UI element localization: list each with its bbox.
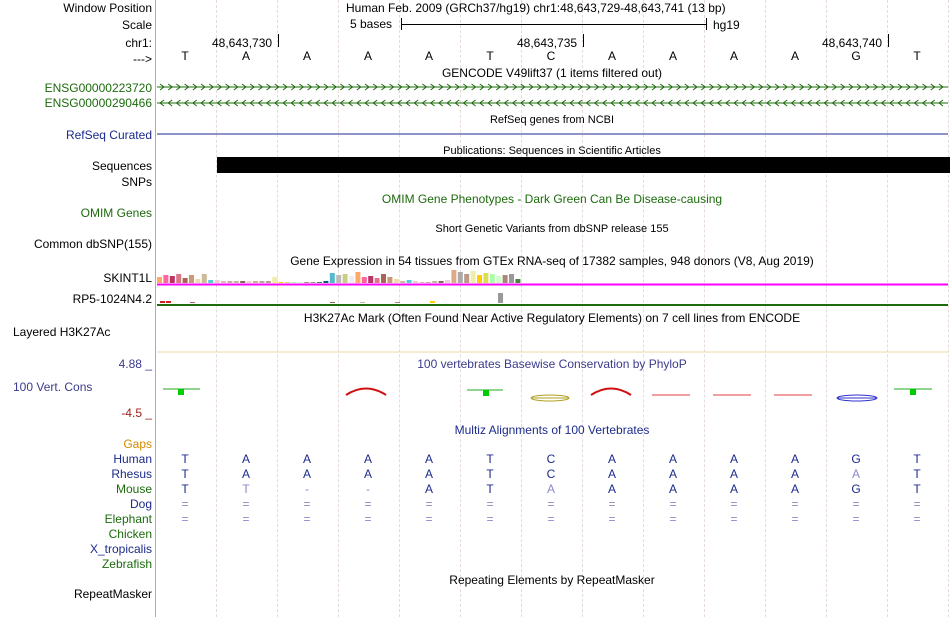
alignment-base: = bbox=[791, 497, 799, 511]
alignment-base: A bbox=[546, 482, 556, 496]
alignment-base: = bbox=[181, 497, 189, 511]
gtex-bar bbox=[266, 281, 271, 283]
scale-label: Scale bbox=[121, 18, 152, 32]
alignment-base: A bbox=[363, 452, 373, 466]
gencode-item-2[interactable]: ENSG00000290466 bbox=[44, 96, 152, 110]
gtex-bar bbox=[490, 274, 495, 283]
gtex-bar bbox=[336, 275, 341, 283]
species-label[interactable]: Zebrafish bbox=[101, 557, 152, 571]
base-letter: C bbox=[546, 49, 556, 63]
alignment-base: A bbox=[790, 452, 800, 466]
gtex-bar bbox=[279, 282, 284, 283]
base-letter: A bbox=[607, 49, 617, 63]
gtex-bar bbox=[464, 274, 469, 283]
multiz-gaps-label: Gaps bbox=[123, 437, 152, 451]
gtex-bar bbox=[360, 302, 365, 303]
gtex-bar bbox=[413, 281, 418, 283]
alignment-base: = bbox=[547, 512, 555, 526]
alignment-base: = bbox=[852, 497, 860, 511]
alignment-base: A bbox=[241, 452, 251, 466]
base-letter: A bbox=[241, 49, 251, 63]
alignment-base: = bbox=[669, 497, 677, 511]
gtex-bar bbox=[234, 281, 239, 283]
gtex-gene-1[interactable]: SKINT1L bbox=[103, 271, 152, 285]
alignment-base: = bbox=[608, 497, 616, 511]
gencode-title: GENCODE V49lift37 (1 items filtered out) bbox=[441, 66, 663, 80]
gtex-bar bbox=[368, 276, 373, 283]
alignment-base: = bbox=[425, 512, 433, 526]
phylop-ymin: -4.5 _ bbox=[121, 406, 152, 420]
refseq-title: RefSeq genes from NCBI bbox=[489, 114, 615, 126]
alignment-base: A bbox=[607, 467, 617, 481]
strand-label: ---> bbox=[133, 52, 152, 66]
alignment-base: A bbox=[607, 482, 617, 496]
gtex-bar bbox=[160, 301, 165, 303]
alignment-base: = bbox=[852, 512, 860, 526]
gtex-bar bbox=[496, 276, 501, 283]
gtex-bar bbox=[240, 281, 245, 283]
base-letter: A bbox=[302, 49, 312, 63]
gtex-bar bbox=[323, 281, 328, 283]
species-label[interactable]: Human bbox=[113, 452, 152, 466]
alignment-base: = bbox=[669, 512, 677, 526]
gtex-bar bbox=[195, 279, 200, 283]
gtex-bar bbox=[426, 282, 431, 283]
gtex-bar bbox=[163, 275, 168, 283]
gtex-title: Gene Expression in 54 tissues from GTEx RNA-seq of 17382 samples, 948 donors (V8, Aug 2019) bbox=[290, 254, 814, 268]
alignment-base: = bbox=[242, 512, 250, 526]
alignment-base: - bbox=[366, 482, 370, 496]
alignment-base: A bbox=[729, 482, 739, 496]
window-position-value: Human Feb. 2009 (GRCh37/hg19) chr1:48,643,729-48,643,741 (13 bp) bbox=[346, 1, 726, 15]
gtex-bar bbox=[395, 302, 400, 303]
omim-title: OMIM Gene Phenotypes - Dark Green Can Be Disease-causing bbox=[381, 192, 723, 206]
publications-title: Publications: Sequences in Scientific Articles bbox=[443, 145, 661, 157]
gtex-bar bbox=[349, 276, 354, 283]
gtex-bar bbox=[362, 277, 367, 283]
chrom-label: chr1: bbox=[125, 36, 152, 50]
alignment-base: G bbox=[851, 452, 861, 466]
alignment-base: = bbox=[913, 497, 921, 511]
alignment-base: = bbox=[791, 512, 799, 526]
gtex-bar bbox=[477, 275, 482, 283]
alignment-base: T bbox=[913, 482, 921, 496]
alignment-base: T bbox=[181, 467, 189, 481]
base-letter: T bbox=[486, 49, 494, 63]
gtex-bar bbox=[407, 280, 412, 283]
alignment-base: A bbox=[607, 452, 617, 466]
alignment-base: = bbox=[730, 512, 738, 526]
gtex-bar bbox=[445, 280, 450, 283]
alignment-base: = bbox=[913, 512, 921, 526]
base-letter: A bbox=[729, 49, 739, 63]
scale-assembly: hg19 bbox=[713, 18, 740, 32]
h3k27ac-label[interactable]: Layered H3K27Ac bbox=[13, 325, 111, 339]
gtex-bar bbox=[183, 278, 188, 283]
alignment-base: T bbox=[181, 482, 189, 496]
alignment-base: A bbox=[790, 482, 800, 496]
gtex-bar bbox=[176, 274, 181, 283]
species-label[interactable]: Rhesus bbox=[111, 467, 152, 481]
species-label[interactable]: Dog bbox=[129, 497, 152, 511]
gtex-bar bbox=[247, 281, 252, 283]
gtex-rp5-bars bbox=[160, 293, 503, 303]
gtex-bar bbox=[311, 282, 316, 283]
alignment-base: = bbox=[425, 497, 433, 511]
alignment-base: = bbox=[730, 497, 738, 511]
gtex-gene-2[interactable]: RP5-1024N4.2 bbox=[72, 292, 152, 306]
alignment-base: C bbox=[546, 467, 556, 481]
gtex-bar bbox=[419, 282, 424, 283]
gtex-bar bbox=[458, 272, 463, 283]
tick-label-3: 48,643,740 bbox=[822, 36, 883, 50]
alignment-base: A bbox=[668, 482, 678, 496]
base-letter: A bbox=[363, 49, 373, 63]
alignment-base: T bbox=[913, 452, 921, 466]
alignment-base: - bbox=[305, 482, 309, 496]
repeatmasker-title: Repeating Elements by RepeatMasker bbox=[449, 573, 655, 587]
gtex-bar bbox=[190, 302, 195, 303]
gtex-bar bbox=[304, 282, 309, 283]
gtex-bar bbox=[381, 274, 386, 283]
alignment-base: = bbox=[364, 512, 372, 526]
gtex-bar bbox=[387, 277, 392, 283]
phylop-title: 100 vertebrates Basewise Conservation by PhyloP bbox=[417, 357, 687, 371]
gtex-bar bbox=[394, 279, 399, 283]
gtex-bar bbox=[253, 281, 258, 283]
alignment-base: T bbox=[486, 482, 494, 496]
gtex-bar bbox=[451, 270, 456, 283]
base-letter: A bbox=[668, 49, 678, 63]
gtex-bar bbox=[503, 275, 508, 283]
gtex-bar bbox=[221, 281, 226, 283]
base-letter: T bbox=[913, 49, 921, 63]
phylop-marks bbox=[163, 389, 932, 402]
species-label[interactable]: Chicken bbox=[108, 527, 152, 541]
alignment-base: G bbox=[851, 482, 861, 496]
alignment-base: A bbox=[424, 467, 434, 481]
gtex-bar bbox=[298, 282, 303, 283]
gtex-bar bbox=[400, 281, 405, 283]
alignment-base: A bbox=[302, 452, 312, 466]
gtex-bar bbox=[375, 278, 380, 283]
publications-label[interactable]: Sequences bbox=[91, 159, 152, 173]
alignment-base: A bbox=[363, 467, 373, 481]
gtex-bar bbox=[259, 281, 264, 283]
alignment-base: = bbox=[486, 512, 494, 526]
alignment-base: = bbox=[608, 512, 616, 526]
gtex-bar bbox=[170, 276, 175, 283]
gtex-bar bbox=[515, 279, 520, 283]
base-letter: T bbox=[181, 49, 189, 63]
alignment-base: C bbox=[546, 452, 556, 466]
base-letter: A bbox=[424, 49, 434, 63]
gtex-bar bbox=[272, 277, 277, 283]
gtex-bar bbox=[285, 282, 290, 283]
refseq-label[interactable]: RefSeq Curated bbox=[65, 128, 152, 142]
gtex-bar bbox=[208, 280, 213, 283]
alignment-base: A bbox=[729, 452, 739, 466]
alignment-base: = bbox=[486, 497, 494, 511]
alignment-base: A bbox=[668, 452, 678, 466]
alignment-base: A bbox=[790, 467, 800, 481]
gtex-bar bbox=[343, 274, 348, 283]
alignment-base: A bbox=[302, 467, 312, 481]
gtex-bar bbox=[166, 301, 171, 303]
gtex-bar bbox=[189, 275, 194, 283]
gtex-bar bbox=[432, 281, 437, 283]
species-label[interactable]: X_tropicalis bbox=[89, 542, 152, 556]
phylop-label[interactable]: 100 Vert. Cons bbox=[13, 380, 93, 394]
base-letter: G bbox=[851, 49, 861, 63]
gtex-bar bbox=[157, 277, 162, 283]
alignment-base: A bbox=[851, 467, 861, 481]
gtex-bar bbox=[330, 302, 335, 303]
alignment-base: = bbox=[242, 497, 250, 511]
phylop-ymax: 4.88 _ bbox=[118, 357, 152, 371]
window-position-label: Window Position bbox=[63, 1, 152, 15]
alignment-base: T bbox=[486, 467, 494, 481]
snps-label: SNPs bbox=[121, 175, 152, 189]
gtex-bar bbox=[471, 271, 476, 283]
species-label[interactable]: Mouse bbox=[115, 482, 152, 496]
gencode-item-1[interactable]: ENSG00000223720 bbox=[44, 81, 152, 95]
alignment-base: = bbox=[547, 497, 555, 511]
gtex-bar bbox=[355, 272, 360, 283]
gtex-bar bbox=[227, 281, 232, 283]
alignment-base: = bbox=[303, 497, 311, 511]
alignment-base: A bbox=[241, 467, 251, 481]
tick-label-1: 48,643,730 bbox=[212, 36, 273, 50]
gtex-bar bbox=[509, 274, 514, 283]
scale-text: 5 bases bbox=[350, 17, 393, 31]
alignment-base: = bbox=[364, 497, 372, 511]
alignment-base: = bbox=[303, 512, 311, 526]
tick-label-2: 48,643,735 bbox=[517, 36, 578, 50]
alignment-base: = bbox=[181, 512, 189, 526]
alignment-base: T bbox=[181, 452, 189, 466]
gtex-bar bbox=[483, 273, 488, 283]
alignment-base: T bbox=[913, 467, 921, 481]
alignment-base: T bbox=[486, 452, 494, 466]
gtex-bar bbox=[202, 274, 207, 283]
alignment-base: A bbox=[668, 467, 678, 481]
gtex-bar bbox=[430, 301, 435, 303]
gtex-bar bbox=[498, 293, 503, 303]
omim-label[interactable]: OMIM Genes bbox=[80, 206, 152, 220]
gtex-bar bbox=[317, 282, 322, 283]
alignment-base: A bbox=[424, 482, 434, 496]
gtex-bar bbox=[291, 282, 296, 283]
alignment-base: T bbox=[242, 482, 250, 496]
repeatmasker-label[interactable]: RepeatMasker bbox=[73, 587, 152, 601]
dbsnp-title: Short Genetic Variants from dbSNP release 155 bbox=[435, 223, 669, 235]
alignment-base: A bbox=[424, 452, 434, 466]
gtex-skint1l-bars bbox=[157, 270, 520, 283]
gtex-bar bbox=[439, 281, 444, 283]
base-letter: A bbox=[790, 49, 800, 63]
gtex-bar bbox=[330, 273, 335, 283]
h3k27ac-title: H3K27Ac Mark (Often Found Near Active Regulatory Elements) on 7 cell lines from ENCODE bbox=[303, 311, 801, 325]
species-label[interactable]: Elephant bbox=[104, 512, 152, 526]
dbsnp-label[interactable]: Common dbSNP(155) bbox=[33, 237, 152, 251]
gtex-bar bbox=[215, 280, 220, 283]
multiz-title: Multiz Alignments of 100 Vertebrates bbox=[454, 423, 650, 437]
alignment-base: A bbox=[729, 467, 739, 481]
